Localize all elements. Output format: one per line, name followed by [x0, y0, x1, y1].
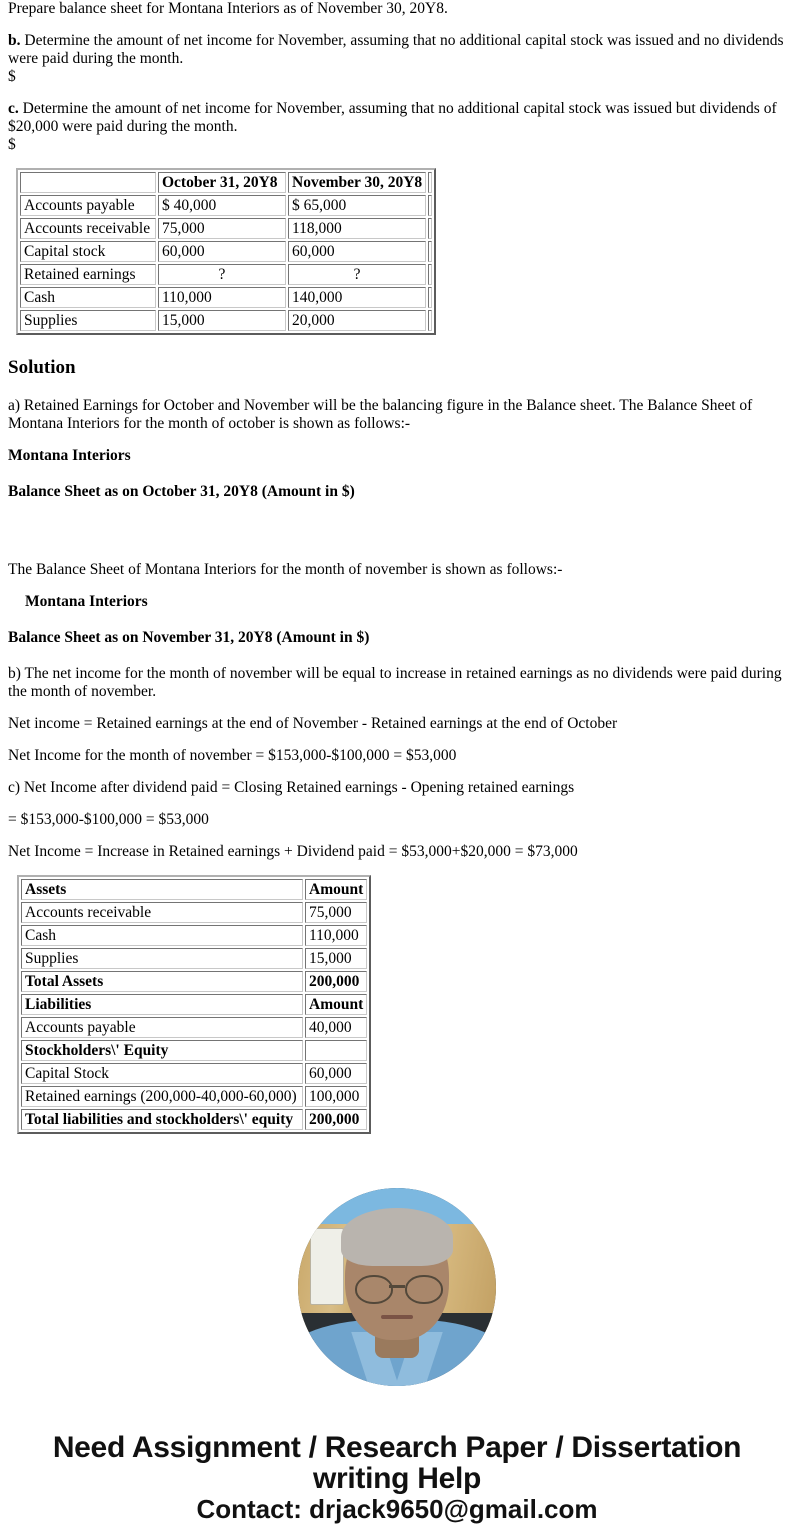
blank-spacer [8, 519, 786, 561]
row-label-cell: Supplies [20, 310, 156, 331]
solution-part-b-1: b) The net income for the month of november will be equal to increase in retained earnings as no dividends were paid during the month of november. [8, 665, 782, 700]
part-c-answer-field: $ [8, 136, 16, 153]
data-table-container [8, 168, 786, 335]
solution-part-a: a) Retained Earnings for October and November will be the balancing figure in the Balance sheet. The Balance Sheet of Montana Interiors for the month of october is shown as follows:- [8, 397, 753, 432]
row-label-cell: Cash [20, 287, 156, 308]
solution-heading: Solution [8, 357, 76, 378]
row-spacer-cell [428, 195, 432, 216]
question-part-b [8, 32, 786, 68]
row-label-cell: Accounts receivable [20, 218, 156, 239]
row-spacer-cell [428, 218, 432, 239]
photo-hair [341, 1208, 453, 1266]
part-c-text: Determine the amount of net income for November, assuming that no additional capital stock was issued but dividends of $20,000 were paid during the month. [8, 100, 777, 135]
company-name-october: Montana Interiors [8, 447, 131, 464]
part-b-answer-field: $ [8, 68, 16, 85]
footer-contact-line: Contact: drjack9650@gmail.com [196, 1494, 598, 1524]
balance-sheet-table [17, 875, 371, 1134]
table-row [20, 287, 432, 308]
october-value-cell: 15,000 [158, 310, 286, 331]
balance-sheet-title-november: Balance Sheet as on November 31, 20Y8 (Amount in $) [8, 629, 370, 646]
row-label-cell: Retained earnings [20, 264, 156, 285]
company-name-november: Montana Interiors [25, 593, 148, 610]
table-row [21, 971, 367, 992]
balance-item-cell: Accounts payable [21, 1017, 303, 1038]
row-spacer-cell [428, 264, 432, 285]
photo-mouth [381, 1315, 413, 1319]
table-row [21, 1109, 367, 1130]
november-value-cell: ? [288, 264, 426, 285]
november-value-cell: 20,000 [288, 310, 426, 331]
table-row [20, 241, 432, 262]
balance-amount-cell: 75,000 [305, 902, 367, 923]
november-value-cell: 140,000 [288, 287, 426, 308]
table-row [21, 879, 367, 900]
eyeglasses-right-icon [405, 1275, 443, 1304]
october-value-cell: 110,000 [158, 287, 286, 308]
balance-amount-cell: 100,000 [305, 1086, 367, 1107]
balance-amount-cell: 60,000 [305, 1063, 367, 1084]
part-b-text: Determine the amount of net income for November, assuming that no additional capital stock was issued and no dividends were paid during the month. [8, 32, 784, 67]
solution-part-c-1: c) Net Income after dividend paid = Closing Retained earnings - Opening retained earnings [8, 779, 575, 796]
table-row [21, 948, 367, 969]
balance-item-cell: Total Assets [21, 971, 303, 992]
table-row [21, 1086, 367, 1107]
solution-part-c-3: Net Income = Increase in Retained earnings + Dividend paid = $53,000+$20,000 = $73,000 [8, 843, 578, 860]
table-header-row [20, 172, 432, 193]
balance-amount-cell: 200,000 [305, 971, 367, 992]
row-label-cell: Capital stock [20, 241, 156, 262]
solution-part-b-2: Net income = Retained earnings at the end of November - Retained earnings at the end of October [8, 715, 618, 732]
table-row [21, 902, 367, 923]
balance-item-cell: Total liabilities and stockholders\' equity [21, 1109, 303, 1130]
part-c-label: c. [8, 100, 19, 117]
solution-part-b-3: Net Income for the month of november = $153,000-$100,000 = $53,000 [8, 747, 457, 764]
balance-amount-cell: 40,000 [305, 1017, 367, 1038]
balance-amount-cell: Amount [305, 879, 367, 900]
table-row [21, 1017, 367, 1038]
footer-line-2: writing Help [312, 1462, 482, 1495]
table-row [20, 218, 432, 239]
balance-item-cell: Cash [21, 925, 303, 946]
eyeglasses-bridge-icon [389, 1285, 405, 1288]
row-spacer-cell [428, 310, 432, 331]
balance-item-cell: Assets [21, 879, 303, 900]
balances-data-table [16, 168, 436, 335]
november-value-cell: 118,000 [288, 218, 426, 239]
november-value-cell: $ 65,000 [288, 195, 426, 216]
portrait-container [8, 1188, 786, 1386]
october-value-cell: 60,000 [158, 241, 286, 262]
row-spacer-cell [428, 241, 432, 262]
solution-november-intro: The Balance Sheet of Montana Interiors for the month of november is shown as follows:- [8, 561, 563, 578]
solution-part-c-2: = $153,000-$100,000 = $53,000 [8, 811, 209, 828]
table-row [21, 994, 367, 1015]
balance-item-cell: Liabilities [21, 994, 303, 1015]
balance-item-cell: Capital Stock [21, 1063, 303, 1084]
table-row [20, 264, 432, 285]
balance-amount-cell: 110,000 [305, 925, 367, 946]
balance-amount-cell [305, 1040, 367, 1061]
row-label-cell: Accounts payable [20, 195, 156, 216]
question-intro: Prepare balance sheet for Montana Interiors as of November 30, 20Y8. [8, 0, 448, 17]
october-value-cell: ? [158, 264, 286, 285]
header-november: November 30, 20Y8 [288, 172, 426, 193]
table-row [20, 195, 432, 216]
table-row [21, 1063, 367, 1084]
balance-item-cell: Retained earnings (200,000-40,000-60,000) [21, 1086, 303, 1107]
part-b-label: b. [8, 32, 21, 49]
table-row [21, 925, 367, 946]
header-blank [20, 172, 156, 193]
balance-item-cell: Accounts receivable [21, 902, 303, 923]
table-row [21, 1040, 367, 1061]
october-value-cell: $ 40,000 [158, 195, 286, 216]
balance-amount-cell: 15,000 [305, 948, 367, 969]
header-spacer [428, 172, 432, 193]
header-october: October 31, 20Y8 [158, 172, 286, 193]
balance-item-cell: Supplies [21, 948, 303, 969]
table-row [20, 310, 432, 331]
eyeglasses-left-icon [355, 1275, 393, 1304]
footer-advert [8, 1432, 786, 1525]
balance-sheet-title-october: Balance Sheet as on October 31, 20Y8 (Amount in $) [8, 483, 355, 500]
balance-sheet-table-container [8, 875, 786, 1134]
portrait-photo-icon [298, 1188, 496, 1386]
november-value-cell: 60,000 [288, 241, 426, 262]
footer-line-1: Need Assignment / Research Paper / Dissertation [52, 1431, 742, 1464]
balance-amount-cell: 200,000 [305, 1109, 367, 1130]
balance-item-cell: Stockholders\' Equity [21, 1040, 303, 1061]
question-part-c [8, 100, 786, 136]
balance-amount-cell: Amount [305, 994, 367, 1015]
row-spacer-cell [428, 287, 432, 308]
october-value-cell: 75,000 [158, 218, 286, 239]
